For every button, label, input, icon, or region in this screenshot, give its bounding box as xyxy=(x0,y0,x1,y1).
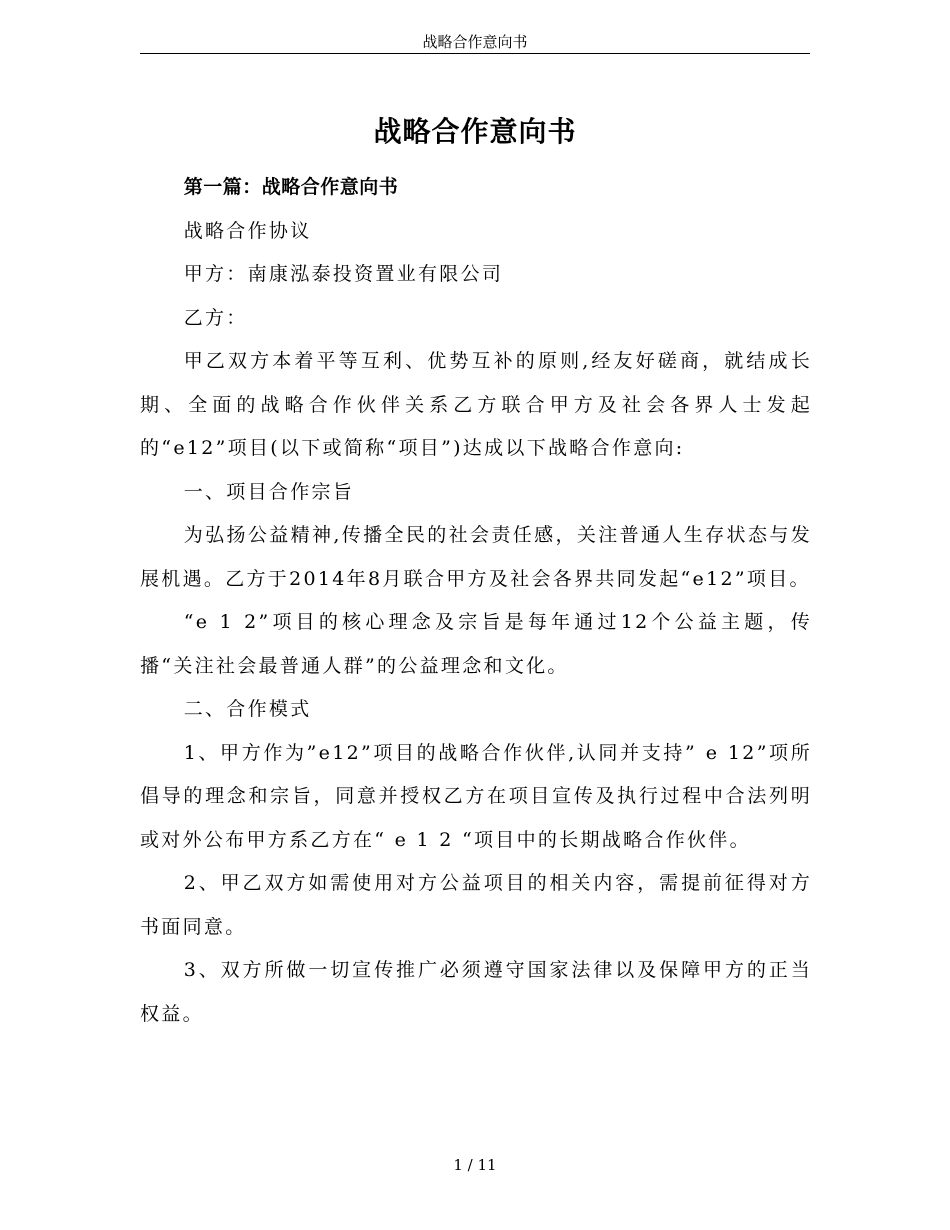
header-divider xyxy=(140,53,810,54)
page-number: 1 / 11 xyxy=(453,1156,497,1174)
paragraph-agreement-name: 战略合作协议 xyxy=(183,219,312,242)
document-title: 战略合作意向书 xyxy=(373,115,577,148)
paragraph-core-concept: “e 1 2”项目的核心理念及宗旨是每年通过12个公益主题，传播“关注社会最普通人群”的公益理念和文化。 xyxy=(140,611,812,677)
clause-heading-model: 二、合作模式 xyxy=(183,698,312,720)
running-header: 战略合作意向书 xyxy=(422,33,528,51)
paragraph-purpose: 为弘扬公益精神,传播全民的社会责任感，关注普通人生存状态与发展机遇。乙方于2014年8月联合甲方及社会各界共同发起“e12”项目。 xyxy=(140,524,812,590)
clause-item-2: 2、甲乙双方如需使用对方公益项目的相关内容，需提前征得对方书面同意。 xyxy=(140,872,812,938)
clause-item-3: 3、双方所做一切宣传推广必须遵守国家法律以及保障甲方的正当权益。 xyxy=(140,959,812,1025)
document-body xyxy=(140,166,812,1036)
clause-item-1: 1、甲方作为”e12”项目的战略合作伙伴,认同并支持” e 12”项所倡导的理念和宗旨，同意并授权乙方在项目宣传及执行过程中合法列明或对外公布甲方系乙方在“ e 1 2 “项目中的长期战略合作伙伴。 xyxy=(140,741,812,851)
paragraph-party-b: 乙方： xyxy=(183,306,248,329)
paragraph-preamble: 甲乙双方本着平等互利、优势互补的原则,经友好磋商，就结成长期、全面的战略合作伙伴关系乙方联合甲方及社会各界人士发起的“e12”项目(以下或简称“项目”)达成以下战略合作意向: xyxy=(140,350,812,459)
paragraph-party-a: 甲方：南康泓泰投资置业有限公司 xyxy=(183,263,504,285)
clause-heading-purpose: 一、项目合作宗旨 xyxy=(183,480,355,503)
section-heading: 第一篇：战略合作意向书 xyxy=(183,176,399,198)
